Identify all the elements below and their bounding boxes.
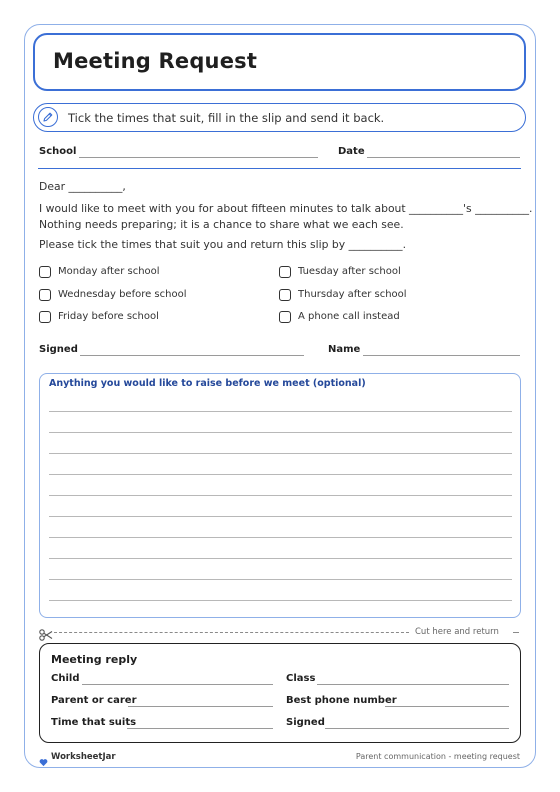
option-label: A phone call instead (298, 311, 400, 322)
child-field[interactable] (82, 684, 273, 685)
notes-title: Anything you would like to raise before we meet (optional) (49, 378, 366, 389)
note-line (49, 579, 512, 580)
option-label: Thursday after school (298, 289, 407, 300)
checkbox-tuesday[interactable] (279, 266, 291, 278)
page-title: Meeting Request (53, 49, 258, 73)
class-field[interactable] (317, 684, 509, 685)
phone-label: Best phone number (286, 695, 397, 706)
name-field[interactable] (363, 355, 520, 356)
letter-salutation: Dear __________, (39, 180, 126, 193)
title-box (33, 33, 526, 91)
note-line (49, 411, 512, 412)
footer-caption: Parent communication - meeting request (355, 752, 520, 761)
time-field[interactable] (127, 728, 273, 729)
note-line (49, 558, 512, 559)
instruction-banner (33, 103, 526, 132)
time-label: Time that suits (51, 717, 137, 728)
note-line (49, 453, 512, 454)
notes-box[interactable] (39, 373, 521, 618)
checkbox-friday[interactable] (39, 311, 51, 323)
school-label: School (39, 146, 77, 157)
option-label: Friday before school (58, 311, 159, 322)
option-label: Tuesday after school (298, 266, 401, 277)
phone-field[interactable] (385, 706, 509, 707)
divider (38, 168, 521, 169)
reply-signed-label: Signed (286, 717, 325, 728)
brand-logo: WorksheetJar (51, 752, 116, 762)
note-line (49, 537, 512, 538)
letter-line: Please tick the times that suit you and return this slip by __________. (39, 238, 407, 251)
note-line (49, 600, 512, 601)
signed-label: Signed (39, 344, 78, 355)
cut-label: Cut here and return (415, 627, 499, 637)
child-label: Child (51, 673, 80, 684)
checkbox-monday[interactable] (39, 266, 51, 278)
heart-icon (39, 752, 48, 771)
signed-field[interactable] (80, 355, 304, 356)
cut-line (54, 632, 409, 633)
checkbox-thursday[interactable] (279, 289, 291, 301)
letter-line: I would like to meet with you for about fifteen minutes to talk about __________'s __________. (39, 202, 533, 215)
option-label: Monday after school (58, 266, 160, 277)
reply-title: Meeting reply (51, 653, 138, 666)
reply-signed-field[interactable] (325, 728, 509, 729)
option-label: Wednesday before school (58, 289, 187, 300)
letter-line: Nothing needs preparing; it is a chance to share what we each see. (39, 218, 404, 231)
note-line (49, 474, 512, 475)
date-label: Date (338, 146, 365, 157)
pencil-icon (38, 107, 58, 127)
parent-field[interactable] (128, 706, 273, 707)
name-label: Name (328, 344, 361, 355)
instruction-text: Tick the times that suit, fill in the slip and send it back. (68, 111, 385, 125)
class-label: Class (286, 673, 316, 684)
note-line (49, 495, 512, 496)
checkbox-phone[interactable] (279, 311, 291, 323)
parent-label: Parent or carer (51, 695, 137, 706)
school-field[interactable] (79, 157, 318, 158)
checkbox-wednesday[interactable] (39, 289, 51, 301)
note-line (49, 516, 512, 517)
cut-line-end (513, 632, 519, 633)
date-field[interactable] (367, 157, 520, 158)
note-line (49, 432, 512, 433)
